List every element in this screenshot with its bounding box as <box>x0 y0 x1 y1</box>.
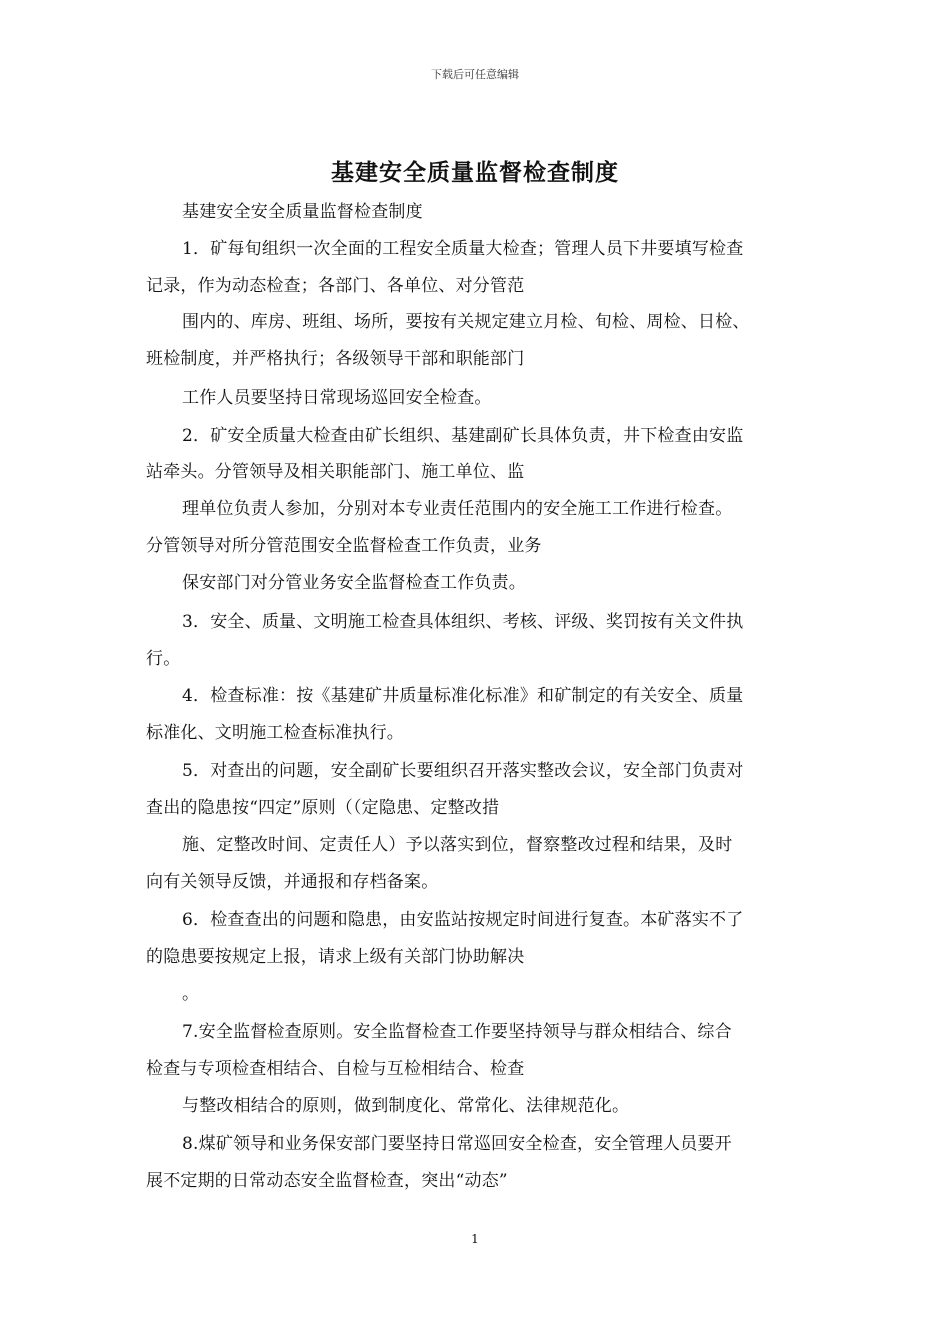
paragraph-line: 4．检查标准：按《基建矿井质量标准化标准》和矿制定的有关安全、质量 <box>182 686 744 706</box>
paragraph-line: 的隐患要按规定上报，请求上级有关部门协助解决 <box>146 947 525 967</box>
paragraph-line: 7.安全监督检查原则。安全监督检查工作要坚持领导与群众相结合、综合 <box>182 1022 732 1042</box>
paragraph-line: 施、定整改时间、定责任人）予以落实到位，督察整改过程和结果，及时 <box>182 835 733 855</box>
paragraph-line: 6．检查查出的问题和隐患，由安监站按规定时间进行复查。本矿落实不了 <box>182 910 744 930</box>
paragraph-line: 向有关领导反馈，并通报和存档备案。 <box>146 872 439 892</box>
paragraph-line: 1．矿每旬组织一次全面的工程安全质量大检查；管理人员下井要填写检查 <box>182 239 744 259</box>
paragraph-line: 8.煤矿领导和业务保安部门要坚持日常巡回安全检查，安全管理人员要开 <box>182 1134 732 1154</box>
paragraph-line: 保安部门对分管业务安全监督检查工作负责。 <box>182 573 526 593</box>
paragraph-line: 与整改相结合的原则，做到制度化、常常化、法律规范化。 <box>182 1096 630 1116</box>
paragraph-line: 。 <box>182 984 200 1004</box>
paragraph-line: 工作人员要坚持日常现场巡回安全检查。 <box>182 388 492 408</box>
paragraph-line: 查出的隐患按“四定”原则（（定隐患、定整改措 <box>146 798 500 818</box>
paragraph-line: 展不定期的日常动态安全监督检查，突出“动态” <box>146 1171 508 1191</box>
paragraph-line: 分管领导对所分管范围安全监督检查工作负责，业务 <box>146 536 542 556</box>
paragraph-line: 3．安全、质量、文明施工检查具体组织、考核、评级、奖罚按有关文件执 <box>182 612 744 632</box>
paragraph-line: 站牵头。分管领导及相关职能部门、施工单位、监 <box>146 462 525 482</box>
paragraph-line: 标准化、文明施工检查标准执行。 <box>146 723 404 743</box>
paragraph-line: 围内的、库房、班组、场所，要按有关规定建立月检、旬检、周检、日检、 <box>182 312 750 332</box>
paragraph-line: 理单位负责人参加，分别对本专业责任范围内的安全施工工作进行检查。 <box>182 499 733 519</box>
header-note: 下载后可任意编辑 <box>431 68 519 81</box>
paragraph-line: 2．矿安全质量大检查由矿长组织、基建副矿长具体负责，井下检查由安监 <box>182 426 744 446</box>
page-number: 1 <box>471 1232 479 1246</box>
paragraph-line: 基建安全安全质量监督检查制度 <box>182 202 423 222</box>
paragraph-line: 记录，作为动态检查；各部门、各单位、对分管范 <box>146 276 525 296</box>
paragraph-line: 行。 <box>146 649 181 669</box>
paragraph-line: 检查与专项检查相结合、自检与互检相结合、检查 <box>146 1059 525 1079</box>
paragraph-line: 班检制度，并严格执行；各级领导干部和职能部门 <box>146 349 525 369</box>
paragraph-line: 5．对查出的问题，安全副矿长要组织召开落实整改会议，安全部门负责对 <box>182 761 744 781</box>
document-title: 基建安全质量监督检查制度 <box>331 159 619 186</box>
